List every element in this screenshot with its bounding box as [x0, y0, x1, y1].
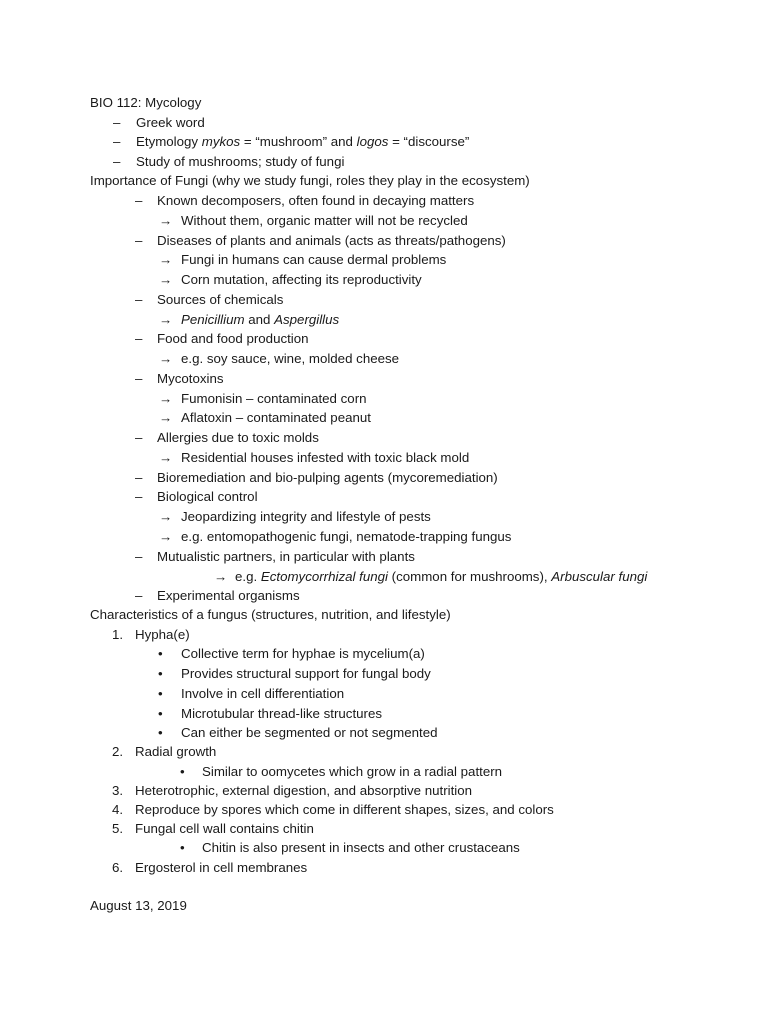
bullet-icon: • — [158, 706, 163, 721]
dash-bullet: – — [135, 292, 143, 307]
dash-bullet: – — [135, 588, 143, 603]
list-number: 2. — [112, 744, 124, 759]
importance-item: Sources of chemicals — [157, 292, 284, 307]
bullet-icon: • — [158, 666, 163, 681]
characteristic-subitem: Involve in cell differentiation — [181, 686, 345, 701]
characteristic-item: Hypha(e) — [135, 627, 190, 642]
characteristic-item: Ergosterol in cell membranes — [135, 860, 308, 875]
characteristic-subitem: Chitin is also present in insects and other crustaceans — [202, 840, 520, 855]
doc-title: BIO 112: Mycology — [90, 95, 202, 110]
importance-item: Diseases of plants and animals (acts as threats/pathogens) — [157, 233, 506, 248]
importance-subitem: e.g. Ectomycorrhizal fungi (common for mushrooms), Arbuscular fungi — [235, 569, 648, 584]
importance-item: Food and food production — [157, 331, 309, 346]
list-number: 5. — [112, 821, 124, 836]
importance-subitem: Fumonisin – contaminated corn — [181, 391, 367, 406]
bullet-icon: • — [158, 686, 163, 701]
dash-bullet: – — [135, 549, 143, 564]
importance-subitem: Corn mutation, affecting its reproductivity — [181, 272, 422, 287]
dash-bullet: – — [135, 371, 143, 386]
importance-item: Allergies due to toxic molds — [157, 430, 319, 445]
importance-subitem: Without them, organic matter will not be recycled — [181, 213, 468, 228]
characteristic-item: Fungal cell wall contains chitin — [135, 821, 314, 836]
date: August 13, 2019 — [90, 898, 187, 913]
bullet-icon: • — [180, 764, 185, 779]
importance-subitem: e.g. entomopathogenic fungi, nematode-trapping fungus — [181, 529, 512, 544]
dash-bullet: – — [135, 233, 143, 248]
arrow-icon: → — [159, 410, 173, 425]
arrow-icon: → — [159, 252, 173, 267]
intro-line-2: Etymology mykos = “mushroom” and logos = “discourse” — [136, 134, 470, 149]
list-number: 3. — [112, 783, 124, 798]
importance-item: Bioremediation and bio-pulping agents (mycoremediation) — [157, 470, 498, 485]
bullet-icon: • — [158, 646, 163, 661]
arrow-icon: → — [159, 351, 173, 366]
arrow-icon: → — [159, 391, 173, 406]
arrow-icon: → — [214, 569, 228, 584]
list-number: 4. — [112, 802, 124, 817]
characteristic-item: Radial growth — [135, 744, 217, 759]
arrow-icon: → — [159, 450, 173, 465]
arrow-icon: → — [159, 312, 173, 327]
dash-bullet: – — [135, 470, 143, 485]
list-number: 1. — [112, 627, 124, 642]
importance-item: Known decomposers, often found in decaying matters — [157, 193, 475, 208]
characteristic-item: Heterotrophic, external digestion, and absorptive nutrition — [135, 783, 473, 798]
list-number: 6. — [112, 860, 124, 875]
importance-item: Biological control — [157, 489, 258, 504]
bullet-icon: • — [180, 840, 185, 855]
importance-subitem: Jeopardizing integrity and lifestyle of pests — [181, 509, 431, 524]
arrow-icon: → — [159, 509, 173, 524]
dash-bullet: – — [135, 331, 143, 346]
characteristics-heading: Characteristics of a fungus (structures, nutrition, and lifestyle) — [90, 607, 451, 622]
characteristic-subitem: Microtubular thread-like structures — [181, 706, 383, 721]
bullet-icon: • — [158, 725, 163, 740]
importance-subitem: Penicillium and Aspergillus — [181, 312, 340, 327]
characteristic-item: Reproduce by spores which come in different shapes, sizes, and colors — [135, 802, 554, 817]
dash-bullet: – — [135, 193, 143, 208]
importance-subitem: e.g. soy sauce, wine, molded cheese — [181, 351, 400, 366]
dash-bullet: – — [113, 134, 121, 149]
dash-bullet: – — [113, 115, 121, 130]
importance-subitem: Residential houses infested with toxic black mold — [181, 450, 470, 465]
importance-heading: Importance of Fungi (why we study fungi, roles they play in the ecosystem) — [90, 173, 530, 188]
importance-item: Mycotoxins — [157, 371, 224, 386]
arrow-icon: → — [159, 213, 173, 228]
arrow-icon: → — [159, 272, 173, 287]
intro-line-1: Greek word — [136, 115, 205, 130]
characteristic-subitem: Similar to oomycetes which grow in a radial pattern — [202, 764, 503, 779]
characteristic-subitem: Collective term for hyphae is mycelium(a) — [181, 646, 425, 661]
intro-line-3: Study of mushrooms; study of fungi — [136, 154, 345, 169]
arrow-icon: → — [159, 529, 173, 544]
characteristic-subitem: Provides structural support for fungal body — [181, 666, 431, 681]
dash-bullet: – — [135, 430, 143, 445]
dash-bullet: – — [113, 154, 121, 169]
importance-item: Mutualistic partners, in particular with plants — [157, 549, 415, 564]
importance-item: Experimental organisms — [157, 588, 300, 603]
importance-subitem: Fungi in humans can cause dermal problems — [181, 252, 447, 267]
importance-subitem: Aflatoxin – contaminated peanut — [181, 410, 371, 425]
dash-bullet: – — [135, 489, 143, 504]
characteristic-subitem: Can either be segmented or not segmented — [181, 725, 438, 740]
